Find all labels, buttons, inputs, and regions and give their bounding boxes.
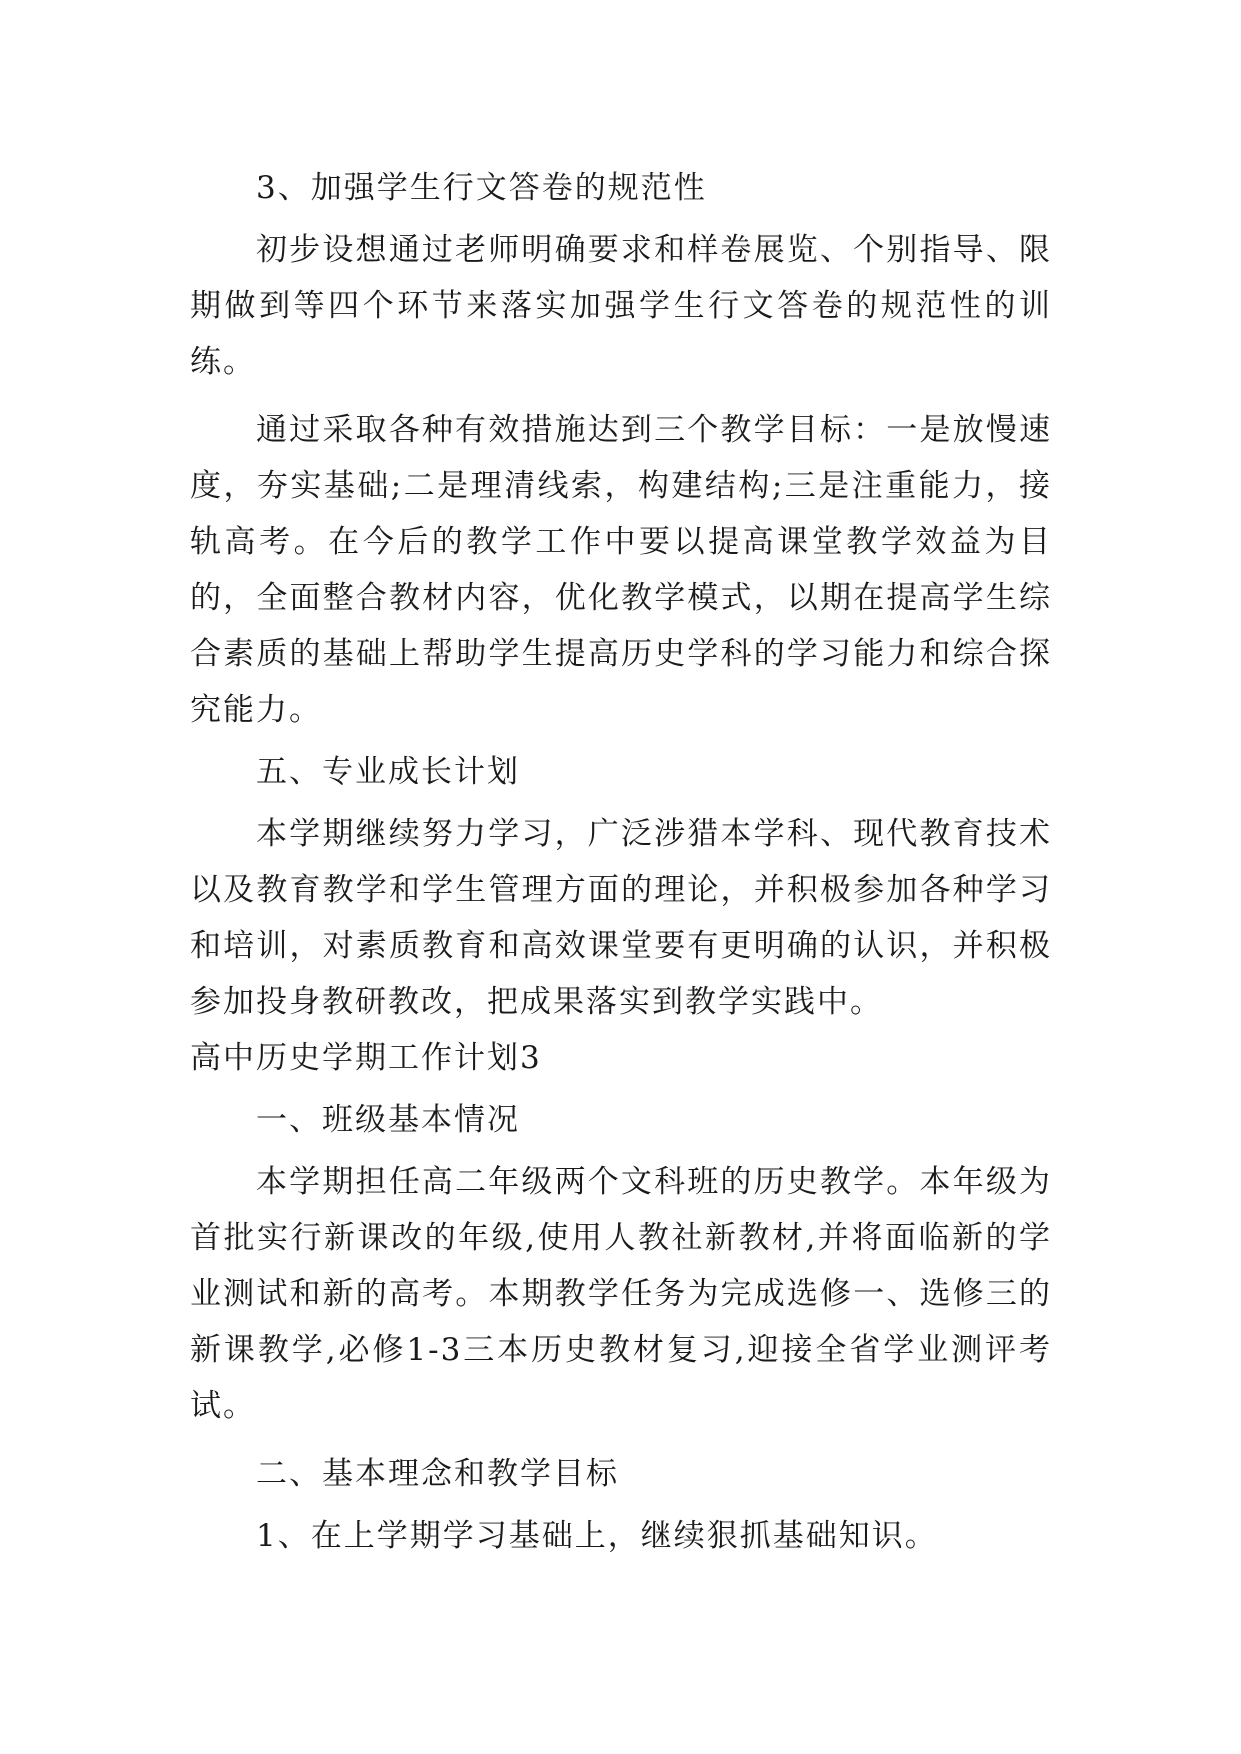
section-heading-concepts-goals: 二、基本理念和教学目标 [256,1456,619,1492]
paragraph-professional-growth: 本学期继续努力学习，广泛涉猎本学科、现代教育技术以及教育教学和学生管理方面的理论，并积极参加各种学习和培训，对素质教育和高效课堂要有更明确的认识，并积极参加投身教研教改，把成果落实到教学实践中。 [190,816,1052,1020]
list-item-1: 1、在上学期学习基础上，继续狠抓基础知识。 [256,1518,938,1554]
paragraph-teaching-goals: 通过采取各种有效措施达到三个教学目标：一是放慢速度，夯实基础;二是理清线索，构建结构;三是注重能力，接轨高考。在今后的教学工作中要以提高课堂教学效益为目的，全面整合教材内容，优化教学模式，以期在提高学生综合素质的基础上帮助学生提高历史学科的学习能力和综合探究能力。 [190,412,1052,728]
section-heading-3: 3、加强学生行文答卷的规范性 [256,170,707,206]
document-page [190,160,1052,1564]
section-heading-class-info: 一、班级基本情况 [256,1102,520,1138]
section-heading-professional-growth: 五、专业成长计划 [256,754,520,790]
paragraph-class-info: 本学期担任高二年级两个文科班的历史教学。本年级为首批实行新课改的年级,使用人教社新教材,并将面临新的学业测试和新的高考。本期教学任务为完成选修一、选修三的新课教学,必修1-3三本历史教材复习,迎接全省学业测评考试。 [190,1164,1052,1424]
plan-title: 高中历史学期工作计划3 [190,1040,542,1076]
paragraph-answer-standards: 初步设想通过老师明确要求和样卷展览、个别指导、限期做到等四个环节来落实加强学生行文答卷的规范性的训练。 [190,232,1052,380]
